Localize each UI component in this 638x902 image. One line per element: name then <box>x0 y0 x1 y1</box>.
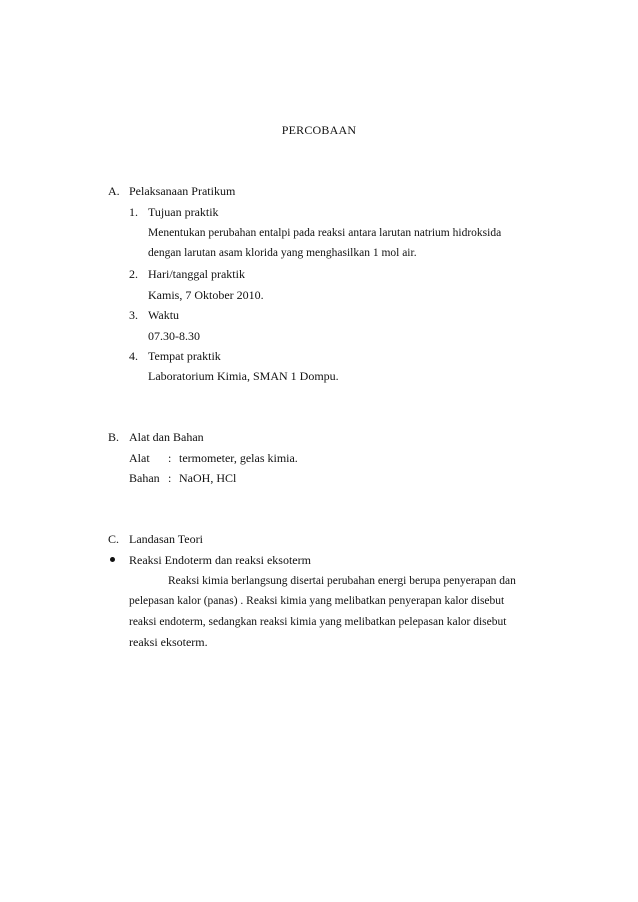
item-3-label: Waktu <box>148 308 180 322</box>
item-1-text-line-1: Menentukan perubahan entalpi pada reaksi antara larutan natrium hidroksida <box>148 227 502 239</box>
paragraph-line-2: pelepasan kalor (panas) . Reaksi kimia yang melibatkan penyerapan kalor disebut <box>129 595 505 607</box>
section-c-heading: Landasan Teori <box>129 532 203 546</box>
item-2-text-line-1: Kamis, 7 Oktober 2010. <box>148 288 264 302</box>
bullet-heading: Reaksi Endoterm dan reaksi eksoterm <box>129 553 311 567</box>
paragraph-line-4: reaksi eksoterm. <box>129 635 208 649</box>
bullet-icon <box>110 557 115 562</box>
item-4-text-line-1: Laboratorium Kimia, SMAN 1 Dompu. <box>148 369 339 383</box>
alat-value: termometer, gelas kimia. <box>179 451 298 465</box>
section-a-marker: A. <box>108 184 120 198</box>
paragraph-line-1: Reaksi kimia berlangsung disertai perubahan energi berupa penyerapan dan <box>168 575 516 587</box>
section-c-marker: C. <box>108 532 120 546</box>
alat-label: Alat <box>129 451 150 465</box>
bahan-value: NaOH, HCl <box>179 471 237 485</box>
paragraph-line-3: reaksi endoterm, sedangkan reaksi kimia yang melibatkan pelepasan kalor disebut <box>129 616 507 628</box>
item-1-number: 1. <box>129 205 138 219</box>
item-3-number: 3. <box>129 308 138 322</box>
section-b-marker: B. <box>108 430 120 444</box>
item-4-number: 4. <box>129 349 138 363</box>
item-1-label: Tujuan praktik <box>148 205 219 219</box>
bahan-label: Bahan <box>129 471 160 485</box>
item-4-label: Tempat praktik <box>148 349 221 363</box>
page-title: PERCOBAAN <box>281 123 357 137</box>
item-3-text-line-1: 07.30-8.30 <box>148 329 200 343</box>
alat-colon: : <box>168 451 172 465</box>
bahan-colon: : <box>168 471 172 485</box>
item-2-number: 2. <box>129 267 138 281</box>
item-2-label: Hari/tanggal praktik <box>148 267 245 281</box>
item-1-text-line-2: dengan larutan asam klorida yang menghasilkan 1 mol air. <box>148 247 417 259</box>
section-b-heading: Alat dan Bahan <box>129 430 204 444</box>
section-a-heading: Pelaksanaan Pratikum <box>129 184 236 198</box>
